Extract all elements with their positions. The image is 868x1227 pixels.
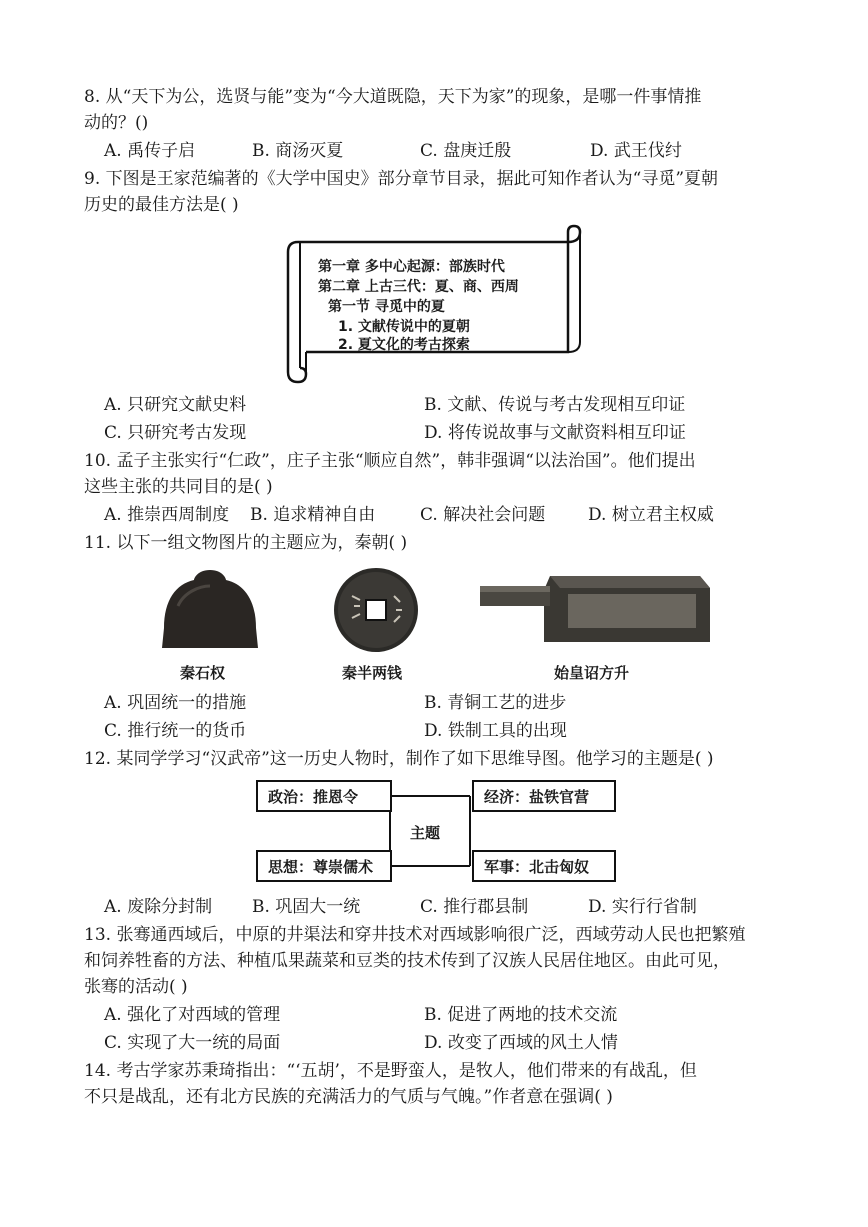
q8-option-c: C. 盘庚迁殷 bbox=[420, 141, 512, 161]
q10-option-c: C. 解决社会问题 bbox=[420, 505, 546, 525]
stone-weight-image bbox=[160, 566, 260, 652]
q8-option-d: D. 武王伐纣 bbox=[590, 141, 682, 161]
q10-stem-line-1: 10. 孟子主张实行“仁政”，庄子主张“顺应自然”，韩非强调“以法治国”。他们提出 bbox=[84, 451, 696, 471]
q9-stem-line-2: 历史的最佳方法是( ) bbox=[84, 195, 239, 215]
artifact-label-measure: 始皇诏方升 bbox=[554, 664, 630, 682]
q9-option-c: C. 只研究考古发现 bbox=[104, 423, 247, 443]
scroll-line-3: 第一节 寻觅中的夏 bbox=[328, 299, 445, 315]
q12-option-c: C. 推行郡县制 bbox=[420, 897, 529, 917]
scroll-line-1: 第一章 多中心起源：部族时代 bbox=[318, 259, 505, 275]
q10-option-d: D. 树立君主权威 bbox=[588, 505, 714, 525]
q12-option-d: D. 实行行省制 bbox=[588, 897, 697, 917]
q8-stem-line-2: 动的？() bbox=[84, 113, 149, 133]
q11-option-a: A. 巩固统一的措施 bbox=[104, 693, 247, 713]
q8-stem-line-1: 8. 从“天下为公，选贤与能”变为“今大道既隐，天下为家”的现象，是哪一件事情推 bbox=[84, 87, 702, 107]
q13-stem-line-1: 13. 张骞通西域后，中原的井渠法和穿井技术对西域影响很广泛，西域劳动人民也把繁殖 bbox=[84, 925, 746, 945]
mindmap-box-military: 军事：北击匈奴 bbox=[472, 850, 616, 882]
q12-stem-line-1: 12. 某同学学习“汉武帝”这一历史人物时，制作了如下思维导图。他学习的主题是( ) bbox=[84, 749, 714, 769]
scroll-line-5: 2. 夏文化的考古探索 bbox=[338, 337, 470, 353]
q10-option-b: B. 追求精神自由 bbox=[250, 505, 376, 525]
q8-option-a: A. 禹传子启 bbox=[104, 141, 196, 161]
artifact-label-coin: 秦半两钱 bbox=[342, 664, 403, 682]
q13-option-a: A. 强化了对西域的管理 bbox=[104, 1005, 281, 1025]
q11-option-b: B. 青铜工艺的进步 bbox=[424, 693, 567, 713]
q8-option-b: B. 商汤灭夏 bbox=[252, 141, 344, 161]
q13-option-d: D. 改变了西域的风土人情 bbox=[424, 1033, 618, 1053]
q14-stem-line-2: 不只是战乱，还有北方民族的充满活力的气质与气魄。”作者意在强调( ) bbox=[84, 1087, 613, 1107]
q9-option-a: A. 只研究文献史料 bbox=[104, 395, 247, 415]
q10-stem-line-2: 这些主张的共同目的是( ) bbox=[84, 477, 273, 497]
q9-option-d: D. 将传说故事与文献资料相互印证 bbox=[424, 423, 686, 443]
q9-option-b: B. 文献、传说与考古发现相互印证 bbox=[424, 395, 686, 415]
q14-stem-line-1: 14. 考古学家苏秉琦指出：“‘五胡’，不是野蛮人，是牧人，他们带来的有战乱，但 bbox=[84, 1061, 697, 1081]
mindmap-center-topic: 主题 bbox=[410, 824, 441, 842]
artifact-label-stone-weight: 秦石权 bbox=[180, 664, 226, 682]
mindmap-box-thought: 思想：尊崇儒术 bbox=[256, 850, 392, 882]
mindmap-box-politics: 政治：推恩令 bbox=[256, 780, 392, 812]
q10-option-a: A. 推崇西周制度 bbox=[104, 505, 230, 525]
q13-stem-line-3: 张骞的活动( ) bbox=[84, 977, 188, 997]
q13-stem-line-2: 和饲养牲畜的方法、种植瓜果蔬菜和豆类的技术传到了汉族人民居住地区。由此可见， bbox=[84, 951, 730, 971]
scroll-line-2: 第二章 上古三代：夏、商、西周 bbox=[318, 279, 519, 295]
q11-option-c: C. 推行统一的货币 bbox=[104, 721, 247, 741]
q11-option-d: D. 铁制工具的出现 bbox=[424, 721, 567, 741]
measure-vessel-image bbox=[480, 570, 712, 644]
coin-image bbox=[332, 566, 420, 654]
q12-option-a: A. 废除分封制 bbox=[104, 897, 213, 917]
mindmap-box-economy: 经济：盐铁官营 bbox=[472, 780, 616, 812]
scroll-line-4: 1. 文献传说中的夏朝 bbox=[338, 319, 470, 335]
q12-option-b: B. 巩固大一统 bbox=[252, 897, 361, 917]
q9-stem-line-1: 9. 下图是王家范编著的《大学中国史》部分章节目录，据此可知作者认为“寻觅”夏朝 bbox=[84, 169, 719, 189]
q13-option-c: C. 实现了大一统的局面 bbox=[104, 1033, 281, 1053]
q11-stem-line-1: 11. 以下一组文物图片的主题应为，秦朝( ) bbox=[84, 533, 408, 553]
q13-option-b: B. 促进了两地的技术交流 bbox=[424, 1005, 618, 1025]
